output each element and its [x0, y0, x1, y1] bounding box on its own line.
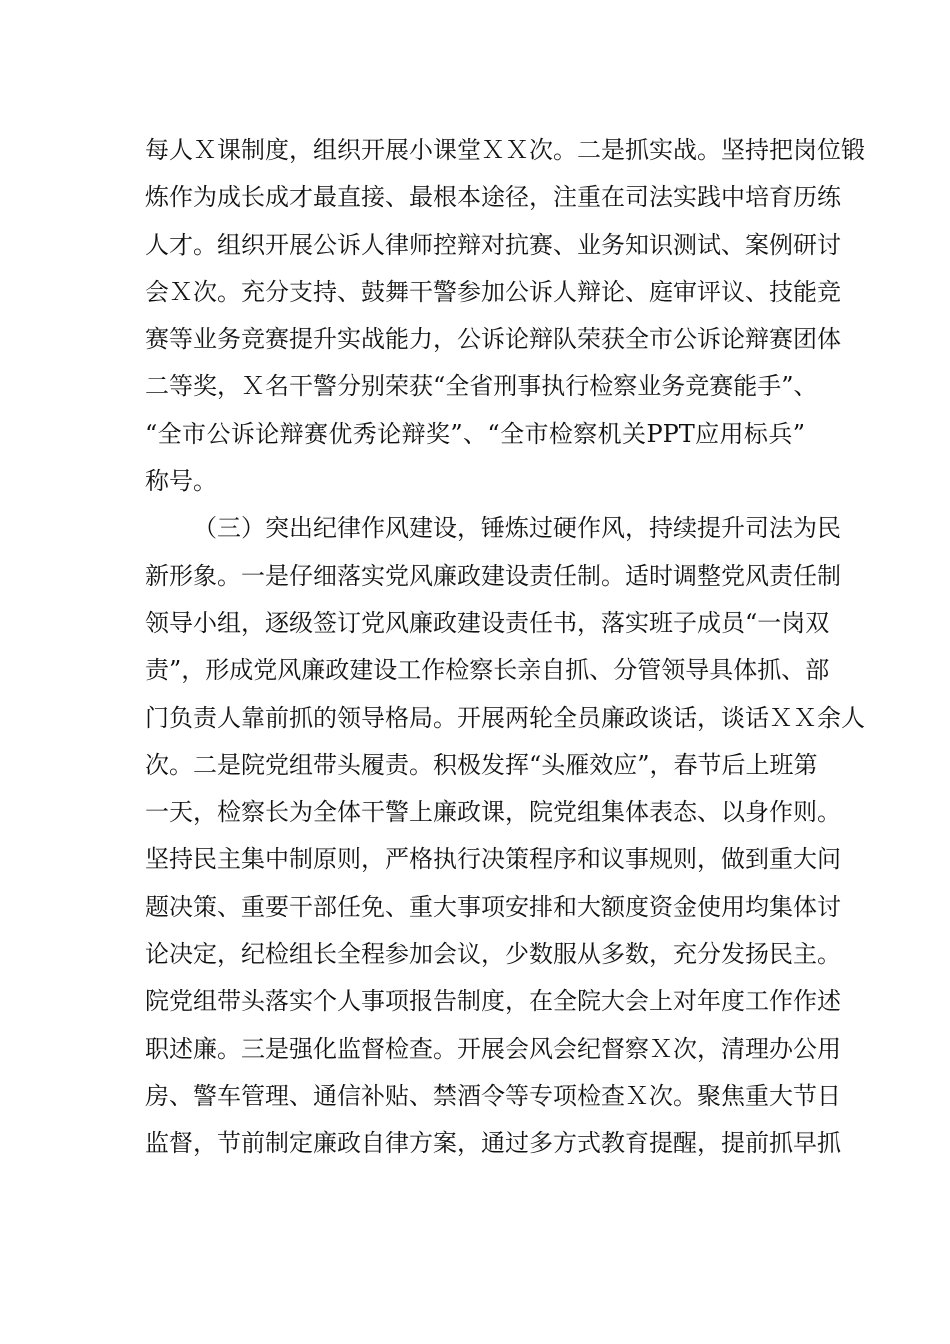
paragraph-line: 炼作为成长成才最直接、最根本途径，注重在司法实践中培育历练	[145, 183, 841, 212]
paragraph-line: 次。二是院党组带头履责。积极发挥“头雁效应”，春节后上班第	[145, 750, 818, 779]
paragraph-line: 监督，节前制定廉政自律方案，通过多方式教育提醒，提前抓早抓	[145, 1129, 841, 1158]
paragraph-line: 题决策、重要干部任免、重大事项安排和大额度资金使用均集体讨	[145, 892, 841, 921]
paragraph-line: 坚持民主集中制原则，严格执行决策程序和议事规则，做到重大问	[145, 845, 841, 874]
paragraph-line: 人才。组织开展公诉人律师控辩对抗赛、业务知识测试、案例研讨	[145, 230, 841, 259]
paragraph-line: 房、警车管理、通信补贴、禁酒令等专项检查Ｘ次。聚焦重大节日	[145, 1081, 841, 1110]
paragraph-line: 赛等业务竞赛提升实战能力，公诉论辩队荣获全市公诉论辩赛团体	[145, 325, 841, 354]
paragraph-line: “全市公诉论辩赛优秀论辩奖”、“全市检察机关PPT应用标兵”	[145, 419, 805, 448]
paragraph-line: 责”，形成党风廉政建设工作检察长亲自抓、分管领导具体抓、部	[145, 656, 830, 685]
paragraph-line: 二等奖，Ｘ名干警分别荣获“全省刑事执行检察业务竞赛能手”、	[145, 372, 818, 401]
paragraph-line: 会Ｘ次。充分支持、鼓舞干警参加公诉人辩论、庭审评议、技能竞	[145, 277, 841, 306]
paragraph-line: 门负责人靠前抓的领导格局。开展两轮全员廉政谈话，谈话ＸＸ余人	[145, 703, 865, 732]
paragraph-line: 称号。	[145, 467, 217, 496]
document-body	[145, 127, 865, 1168]
paragraph-line: 一天，检察长为全体干警上廉政课，院党组集体表态、以身作则。	[145, 798, 841, 827]
paragraph-line: 职述廉。三是强化监督检查。开展会风会纪督察Ｘ次，清理办公用	[145, 1034, 841, 1063]
paragraph-line: 院党组带头落实个人事项报告制度，在全院大会上对年度工作作述	[145, 987, 841, 1016]
paragraph-line: 领导小组，逐级签订党风廉政建设责任书，落实班子成员“一岗双	[145, 608, 830, 637]
section-heading-line: （三）突出纪律作风建设，锤炼过硬作风，持续提升司法为民	[193, 514, 841, 543]
paragraph-line: 论决定，纪检组长全程参加会议，少数服从多数，充分发扬民主。	[145, 940, 841, 969]
paragraph-line: 新形象。一是仔细落实党风廉政建设责任制。适时调整党风责任制	[145, 561, 841, 590]
paragraph-line: 每人Ｘ课制度，组织开展小课堂ＸＸ次。二是抓实战。坚持把岗位锻	[145, 136, 865, 164]
